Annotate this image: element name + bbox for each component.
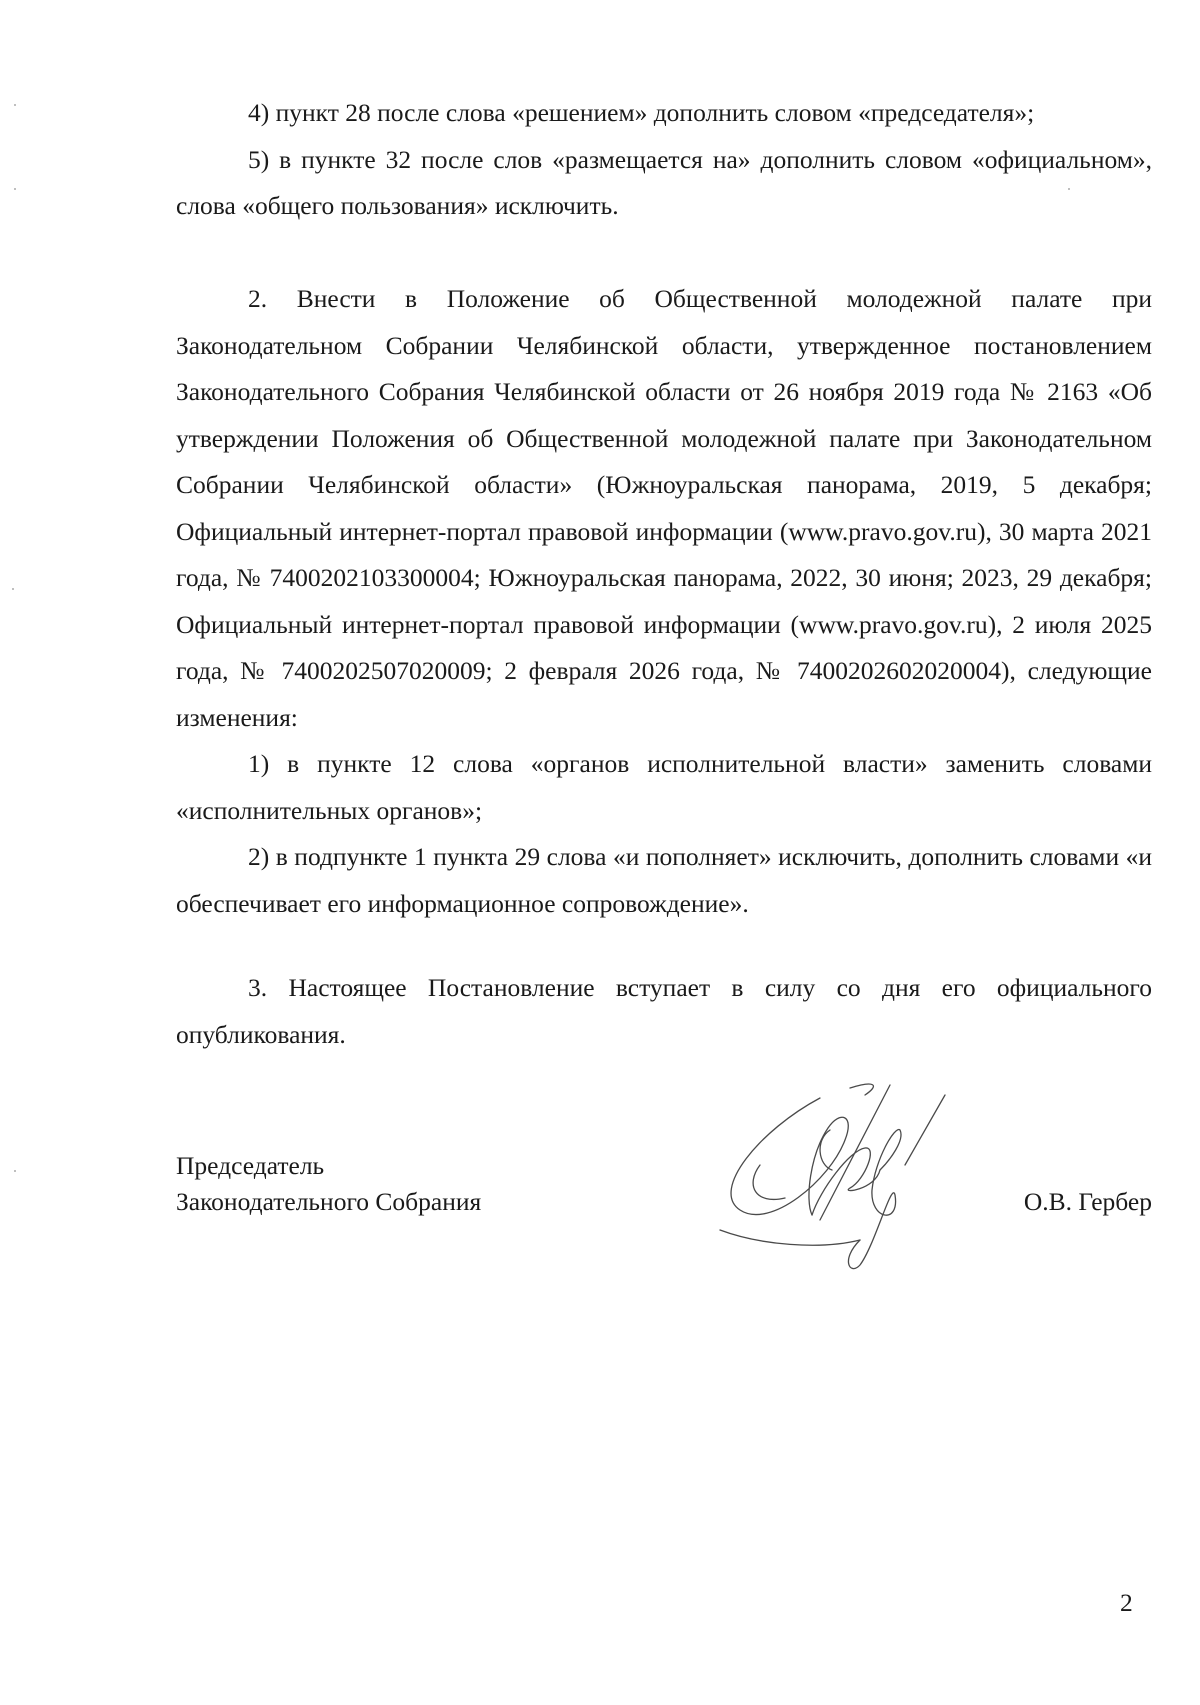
signer-title-line-1: Председатель	[176, 1151, 325, 1180]
paragraph-item-4: 4) пункт 28 после слова «решением» дополнить словом «председателя»;	[248, 98, 1035, 127]
amendments-continued	[176, 90, 1152, 230]
section-2-item-2: 2) в подпункте 1 пункта 29 слова «и пополняет» исключить, дополнить словами «и обеспечивает его информационное сопровождение».	[176, 842, 1152, 918]
signer-name: О.В. Гербер	[1023, 1187, 1152, 1216]
signer-title	[176, 1148, 481, 1220]
scan-artifact	[12, 588, 14, 590]
page-number: 2	[1120, 1588, 1133, 1617]
section-2-item-1: 1) в пункте 12 слова «органов исполнительной власти» заменить словами «исполнительных органов»;	[176, 749, 1152, 825]
scan-artifact	[14, 104, 16, 106]
section-3-text: 3. Настоящее Постановление вступает в силу со дня его официального опубликования.	[176, 973, 1152, 1049]
section-3	[176, 965, 1152, 1058]
scan-artifact	[14, 1170, 16, 1172]
handwritten-signature-icon	[700, 1070, 990, 1280]
section-2-intro: 2. Внести в Положение об Общественной молодежной палате при Законодательном Собрании Челябинской области, утвержденное постановлением Законодательного Собрания Челябинской области от 26 ноября 2019 года № 2163 «Об утверждении Положения об Общественной молодежной палате при Законодательном Собрании Челябинской области» (Южноуральская панорама, 2019, 5 декабря; Официальный интернет-портал правовой информации (www.pravo.gov.ru), 30 марта 2021 года, № 7400202103300004; Южноуральская панорама, 2022, 30 июня; 2023, 29 декабря; Официальный интернет-портал правовой информации (www.pravo.gov.ru), 2 июля 2025 года, № 7400202507020009; 2 февраля 2026 года, № 7400202602020004), следующие изменения:	[176, 284, 1152, 732]
signer-title-line-2: Законодательного Собрания	[176, 1187, 482, 1216]
scan-artifact	[1068, 188, 1070, 190]
scan-artifact	[14, 188, 16, 190]
signature-block	[176, 1148, 1152, 1248]
paragraph-item-5: 5) в пункте 32 после слов «размещается на» дополнить словом «официальном», слова «общего пользования» исключить.	[176, 144, 1152, 220]
section-2	[176, 276, 1152, 927]
